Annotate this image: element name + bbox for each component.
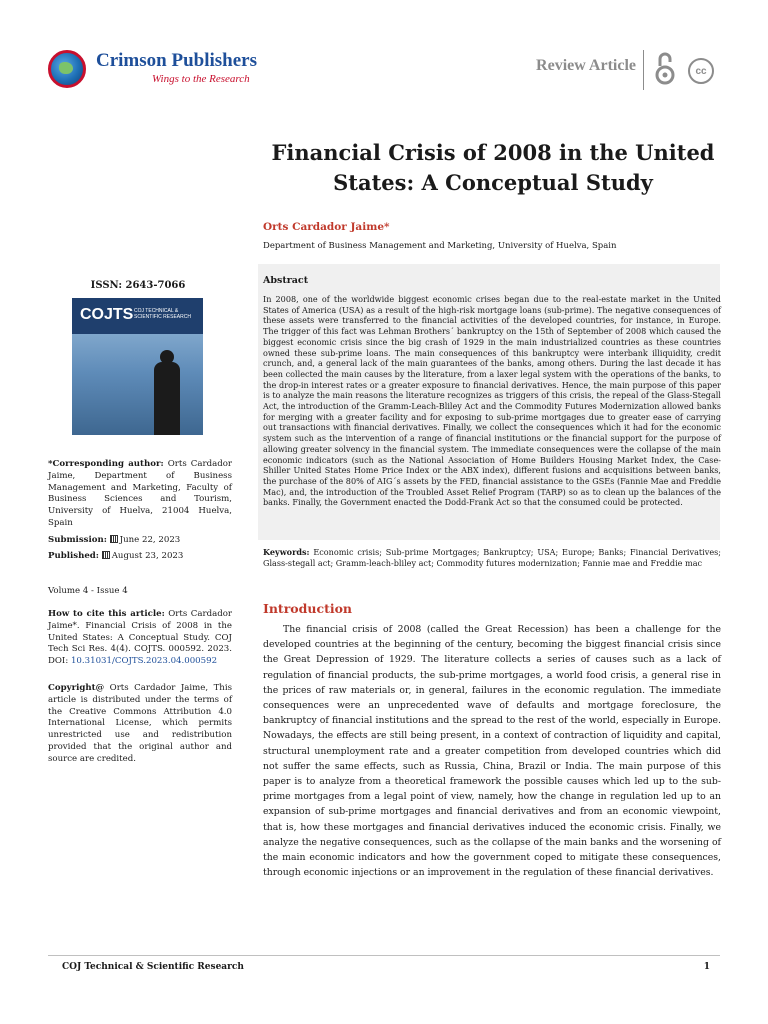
doi-label: DOI:	[48, 656, 69, 667]
introduction-heading: Introduction	[263, 601, 353, 616]
calendar-icon	[102, 551, 110, 559]
cite-label: How to cite this article:	[48, 609, 165, 619]
submission-date	[48, 535, 232, 547]
cite-text: Orts Cardador Jaime*. Financial Crisis of 2008 in the United States: A Conceptual Study. COJ Tech Sci Res. 4(4). COJTS. 000592. 2023.	[48, 609, 233, 655]
copyright-label: Copyright@	[48, 683, 105, 693]
cover-subtitle: COJ TECHNICAL & SCIENTIFIC RESEARCH	[134, 308, 191, 320]
calendar-icon	[110, 535, 118, 543]
doi-link[interactable]: 10.31031/COJTS.2023.04.000592	[70, 656, 218, 667]
journal-cover-image	[72, 298, 203, 435]
article-type-label: Review Article	[536, 57, 636, 74]
page-number: 1	[703, 962, 710, 972]
open-access-icon	[654, 50, 676, 86]
publisher-tagline: Wings to the Research	[152, 73, 250, 85]
published-date	[48, 551, 232, 563]
published-label: Published:	[48, 551, 99, 561]
abstract-text: In 2008, one of the worldwide biggest economic crises began due to the real-estate market in the United States of America (USA) as a result of the high-risk mortgage loans (sub-prime). The negative consequences of these assets were transferred to the financial activities of the developed countries, for instance, in Europe. The trigger of this fact was Lehman Brothers´ bankruptcy on the 15th of September of 2008 which caused the biggest economic crisis since the big crash of 1929 in the main industrialized countries as these countries owned these sub-prime loans. The main consequences of this bankruptcy were interbank illiquidity, credit crunch, and, a general lack of the main guarantees of the banks, among others. During the last decade it has been collected the main causes by the literature, from a laxer legal system with the operations of the banks, to the drop-in interest rates or a greater exposure to financial derivatives. Hence, the main purpose of this paper is to analyze the main reasons the literature recognizes as triggers of this crisis, the repeal of the Glass-Stegall Act, the introduction of the Gramm-Leach-Bliley Act and the Commodity Futures Modernization allowed banks for merging with a greater facility and for exposing to sub-prime mortgages due to greater ease of carrying out transactions with financial derivatives. Finally, we collect the consequences which it had for the economic system such as the intervention of a range of financial institutions or the financial support for the purpose of allowing greater solvency in the financial system. The immediate consequences were the collapse of the main economic indicators (such as the National Association of Home Builders Housing Market Index, the Case-Shiller United States Home Price Index or the ABX index), different fusions and acquisitions between banks, the purchase of the 80% of AIG´s assets by the FED, financial assistance to the GSEs (Fannie Mae and Freddie Mac), and, the introduction of the Troubled Asset Relief Program (TARP) so as to clean up the balances of the banks. Finally, the Government enacted the Dodd-Frank Act so that the consumed could be protected.	[263, 294, 721, 508]
submission-value: June 22, 2023	[119, 535, 181, 545]
corresponding-author	[48, 459, 232, 530]
author-name: Orts Cardador Jaime*	[263, 221, 390, 233]
keywords	[263, 547, 721, 569]
globe-logo-icon	[48, 50, 86, 88]
corresponding-text: Orts Cardador Jaime, Department of Business Management and Marketing, Faculty of Business Sciences and Tourism, University of Huelva, 21004 Huelva, Spain	[48, 459, 232, 528]
footer-journal-name: COJ Technical & Scientific Research	[62, 962, 244, 972]
abstract-heading: Abstract	[263, 275, 309, 286]
cover-person-body	[154, 362, 180, 435]
author-affiliation: Department of Business Management and Marketing, University of Huelva, Spain	[263, 241, 617, 251]
publisher-name: Crimson Publishers	[96, 50, 257, 71]
creative-commons-icon: cc	[688, 58, 714, 84]
article-title: Financial Crisis of 2008 in the United States: A Conceptual Study	[271, 140, 715, 195]
introduction-text: The financial crisis of 2008 (called the Great Recession) has been a challenge for the developed countries at the beginning of the century, becoming the biggest financial crisis since the Great Depression of 1929. The literature collects a series of causes such as a lack of regulation of financial products, the sub-prime mortgages, a world food crisis, a general rise in the prices of raw materials or, in general, failures in the economic regulation. The immediate consequences were an unprecedented wave of defaults and mortgage foreclosure, the bankruptcy of financial institutions and the spread to the rest of the world, especially in Europe. Nowadays, the effects are still being present, in a context of contraction of liquidity and capital, structural unemployment rate and a greater competition from developed countries which did not suffer the same effects, such as Russia, China, Brazil or India. The main purpose of this paper is to analyze from a theoretical framework the possible causes which led up to the sub-prime mortgages from a legal point of view, namely, how the change in regulation led up to an expansion of sub-prime mortgages and financial derivatives and from an economic viewpoint, that is, how these mortgages and financial derivatives induced the economic crisis. Finally, we analyze the negative consequences, such as the collapse of the main banks and the worsening of the main economic indicators and how the government coped to mitigate these consequences, through economic injections or an improvement in the regulation of these financial derivatives.	[263, 624, 721, 879]
header-divider	[643, 50, 644, 90]
footer-divider	[48, 955, 720, 956]
copyright	[48, 683, 232, 766]
page-header	[48, 44, 720, 100]
citation	[48, 609, 232, 668]
keywords-label: Keywords:	[263, 547, 310, 557]
copyright-text: Orts Cardador Jaime, This article is distributed under the terms of the Creative Commons Attribution 4.0 International License, which permits unrestricted use and redistribution provided that the original author and source are credited.	[48, 683, 232, 764]
published-value: August 23, 2023	[111, 551, 184, 561]
submission-label: Submission:	[48, 535, 107, 545]
keywords-text: Economic crisis; Sub-prime Mortgages; Bankruptcy; USA; Europe; Banks; Financial Derivatives; Glass-stegall act; Gramm-leach-bliley act; Commodity futures modernization; Fannie mae and Freddie mac	[263, 547, 721, 568]
volume-issue: Volume 4 - Issue 4	[48, 586, 128, 596]
issn: ISSN: 2643-7066	[90, 280, 186, 291]
corresponding-label: *Corresponding author:	[48, 459, 164, 469]
cover-title: COJTS	[80, 306, 134, 323]
